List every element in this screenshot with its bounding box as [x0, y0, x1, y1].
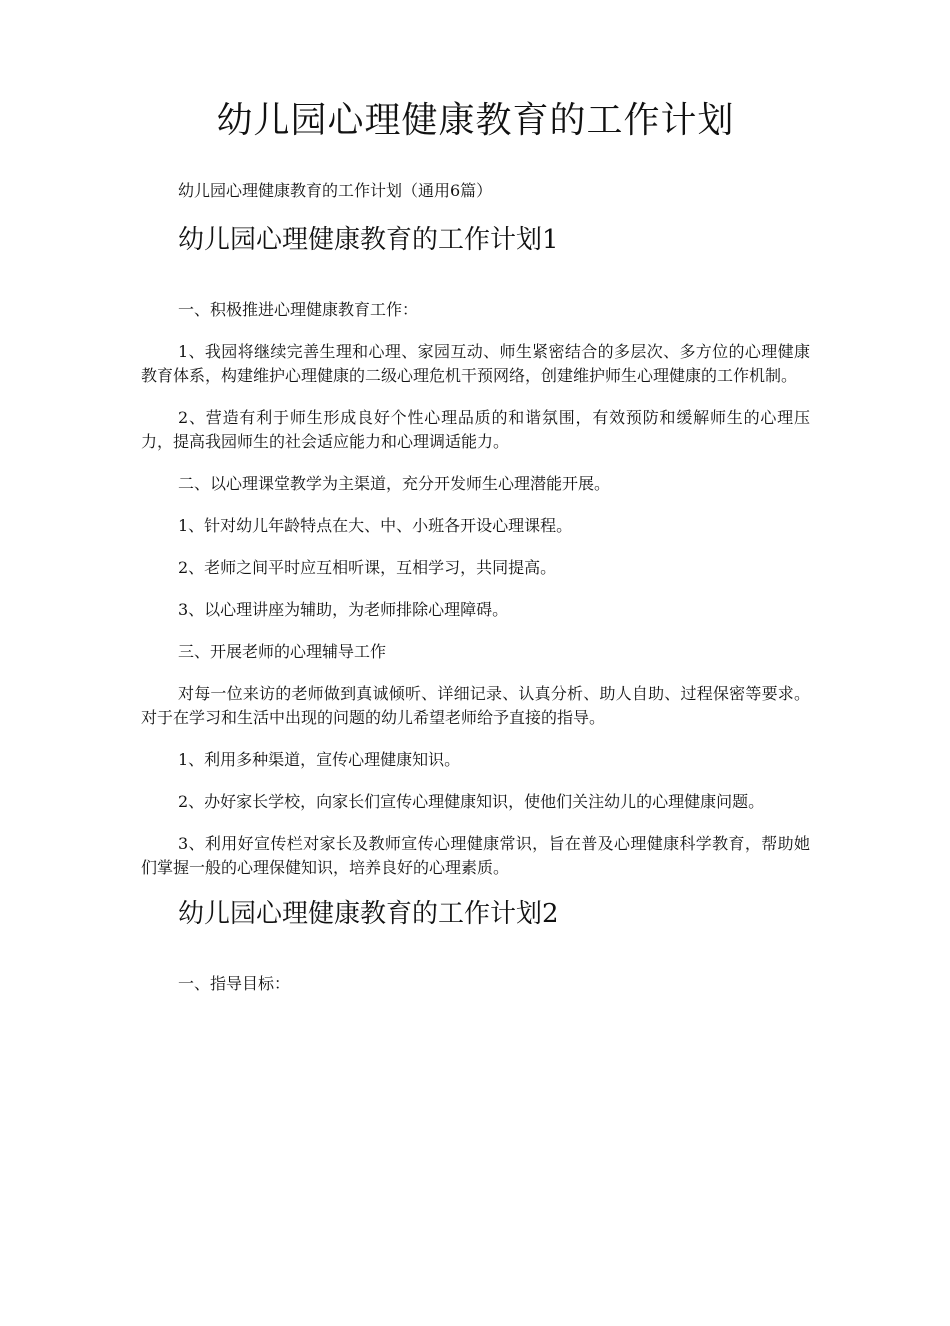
- section-1-paragraph: 3、利用好宣传栏对家长及教师宣传心理健康常识，旨在普及心理健康科学教育，帮助她们掌握一般的心理保健知识，培养良好的心理素质。: [141, 834, 810, 877]
- section-1-paragraph: 对每一位来访的老师做到真诚倾听、详细记录、认真分析、助人自助、过程保密等要求。对于在学习和生活中出现的问题的幼儿希望老师给予直接的指导。: [141, 684, 810, 727]
- section-1-heading: 幼儿园心理健康教育的工作计划1: [178, 225, 559, 255]
- section-1-paragraph: 1、针对幼儿年龄特点在大、中、小班各开设心理课程。: [178, 516, 573, 535]
- document-subtitle: 幼儿园心理健康教育的工作计划（通用6篇）: [178, 181, 493, 200]
- document-page: [0, 96, 950, 1326]
- section-1-paragraph: 二、以心理课堂教学为主渠道，充分开发师生心理潜能开展。: [178, 474, 611, 493]
- section-1-paragraph: 三、开展老师的心理辅导工作: [178, 642, 387, 661]
- section-1-paragraph: 2、办好家长学校，向家长们宣传心理健康知识，使他们关注幼儿的心理健康问题。: [178, 792, 765, 811]
- section-2-heading: 幼儿园心理健康教育的工作计划2: [178, 899, 559, 929]
- section-1-paragraph: 1、利用多种渠道，宣传心理健康知识。: [178, 750, 461, 769]
- section-1-paragraph: 一、积极推进心理健康教育工作：: [178, 300, 419, 319]
- section-2-paragraph: 一、指导目标：: [178, 974, 291, 993]
- section-1-paragraph: 1、我园将继续完善生理和心理、家园互动、师生紧密结合的多层次、多方位的心理健康教育体系，构建维护心理健康的二级心理危机干预网络，创建维护师生心理健康的工作机制。: [141, 342, 810, 385]
- section-1-paragraph: 2、营造有利于师生形成良好个性心理品质的和谐氛围，有效预防和缓解师生的心理压力，提高我园师生的社会适应能力和心理调适能力。: [141, 408, 810, 451]
- section-1-paragraph: 2、老师之间平时应互相听课，互相学习，共同提高。: [178, 558, 557, 577]
- document-title: 幼儿园心理健康教育的工作计划: [216, 100, 735, 141]
- section-1-paragraph: 3、以心理讲座为辅助，为老师排除心理障碍。: [178, 600, 509, 619]
